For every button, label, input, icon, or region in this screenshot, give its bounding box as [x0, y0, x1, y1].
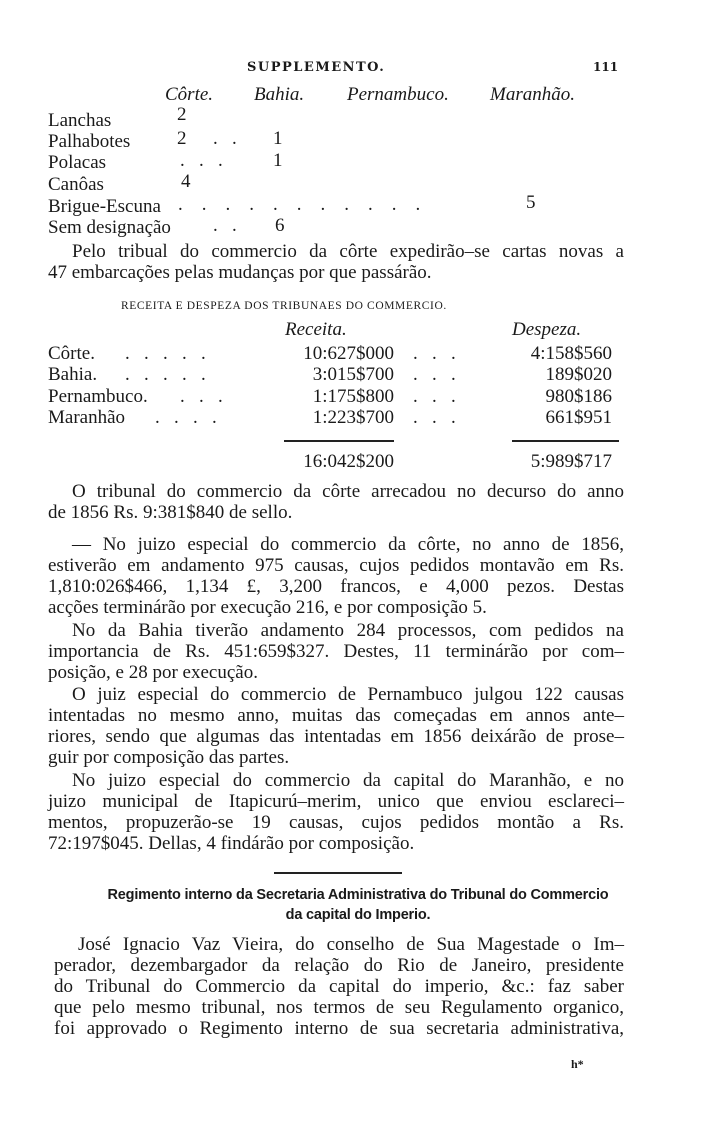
- row-label: Bahia.: [48, 364, 98, 385]
- col-header-pernambuco: Pernambuco.: [347, 84, 449, 105]
- col-header-bahia: Bahia.: [254, 84, 305, 105]
- leader-dots: . . . . .: [125, 364, 206, 385]
- row-label: Canôas: [48, 174, 104, 195]
- cell-receita: 3:015$700: [312, 364, 394, 385]
- text-line: No juizo especial do commercio da capital do Maranhão, e no: [72, 770, 624, 791]
- leader-dots: . . . .: [155, 407, 217, 428]
- text-line: Pelo tribual do commercio da côrte expedirão–se cartas novas a: [72, 241, 624, 262]
- text-line: O tribunal do commercio da côrte arrecadou no decurso do anno: [72, 481, 624, 502]
- text-line: estiverão em andamento 975 causas, cujos pedidos montavão em Rs.: [48, 555, 624, 576]
- text-line: 1,810:026$466, 1,134 £, 3,200 francos, e 4,000 pezos. Destas: [48, 576, 624, 597]
- paragraph-embarcacoes: [48, 241, 624, 283]
- cell-corte: 2: [177, 128, 187, 149]
- section-heading-line-2: da capital do Imperio.: [285, 907, 431, 923]
- finance-table-title: RECEITA E DESPEZA DOS TRIBUNAES DO COMMERCIO.: [121, 300, 447, 312]
- col-header-maranhao: Maranhão.: [490, 84, 575, 105]
- sum-rule-receita: [284, 440, 394, 442]
- text-line: juizo municipal de Itapicurú–merim, unico que enviou esclareci–: [48, 791, 624, 812]
- cell-corte: 4: [181, 171, 191, 192]
- running-title: SUPPLEMENTO.: [247, 60, 386, 75]
- leader-dots: . .: [213, 128, 237, 149]
- sum-rule-despeza: [512, 440, 619, 442]
- cell-receita: 10:627$000: [303, 343, 394, 364]
- leader-dots: . .: [213, 215, 237, 236]
- row-label: Polacas: [48, 152, 107, 173]
- paragraph-bahia: [48, 620, 624, 683]
- col-header-receita: Receita.: [285, 319, 347, 340]
- section-divider: [274, 872, 402, 874]
- cell-despeza: 661$951: [545, 407, 612, 428]
- row-label: Sem designação: [48, 217, 171, 238]
- cell-bahia: 6: [275, 215, 285, 236]
- row-label: Pernambuco.: [48, 386, 148, 407]
- row-label: Côrte.: [48, 343, 95, 364]
- paragraph-sello: [48, 481, 624, 523]
- text-line: José Ignacio Vaz Vieira, do conselho de Sua Magestade o Im–: [78, 934, 624, 955]
- row-label: Lanchas: [48, 110, 112, 131]
- col-header-despeza: Despeza.: [512, 319, 582, 340]
- page-number: 111: [593, 60, 619, 74]
- leader-dots: . . . . .: [125, 343, 206, 364]
- text-line: mentos, propuzerão-se 19 causas, cujos pedidos montão a Rs.: [48, 812, 624, 833]
- cell-maranhao: 5: [526, 192, 536, 213]
- text-line: — No juizo especial do commercio da côrte, no anno de 1856,: [72, 534, 624, 555]
- text-line: foi approvado o Regimento interno de sua secretaria administrativa,: [54, 1018, 624, 1039]
- cell-despeza: 980$186: [545, 386, 612, 407]
- leader-dots: . . .: [413, 386, 456, 407]
- leader-dots: . . .: [413, 364, 456, 385]
- leader-dots: . . . . . . . . . . .: [178, 194, 421, 215]
- cell-receita: 1:175$800: [312, 386, 394, 407]
- text-line: O juiz especial do commercio de Pernambuco julgou 122 causas: [72, 684, 624, 705]
- text-line: importancia de Rs. 451:659$327. Destes, 11 terminárão por com–: [48, 641, 624, 662]
- cell-bahia: 1: [273, 150, 283, 171]
- text-line: 47 embarcações pelas mudanças por que passárão.: [48, 262, 432, 283]
- cell-receita: 1:223$700: [312, 407, 394, 428]
- text-line: riores, sendo que algumas das intentadas em 1856 deixárão de prose–: [48, 726, 624, 747]
- paragraph-juizo-corte: [48, 534, 624, 618]
- cell-corte: 2: [177, 104, 187, 125]
- text-line: acções terminárão por execução 216, e por composição 5.: [48, 597, 487, 618]
- leader-dots: . . .: [180, 150, 223, 171]
- text-line: No da Bahia tiverão andamento 284 processos, com pedidos na: [72, 620, 624, 641]
- total-receita: 16:042$200: [303, 451, 394, 472]
- total-despeza: 5:989$717: [530, 451, 612, 472]
- section-heading-line-1: Regimento interno da Secretaria Administrativa do Tribunal do Commercio: [107, 887, 609, 903]
- col-header-corte: Côrte.: [165, 84, 214, 105]
- row-label: Brigue-Escuna: [48, 196, 161, 217]
- text-line: do Tribunal do Commercio da capital do imperio, &c.: faz saber: [54, 976, 624, 997]
- cell-despeza: 189$020: [545, 364, 612, 385]
- text-line: 72:197$045. Dellas, 4 findárão por composição.: [48, 833, 415, 854]
- row-label: Palhabotes: [48, 131, 131, 152]
- paragraph-maranhao: [48, 770, 624, 854]
- signature-mark: h*: [571, 1057, 584, 1071]
- paragraph-regimento: [54, 934, 624, 1039]
- text-line: posição, e 28 por execução.: [48, 662, 258, 683]
- paragraph-pernambuco: [48, 684, 624, 768]
- leader-dots: . . .: [180, 386, 223, 407]
- cell-bahia: 1: [273, 128, 283, 149]
- leader-dots: . . .: [413, 343, 456, 364]
- text-line: guir por composição das partes.: [48, 747, 290, 768]
- text-line: perador, dezembargador da relação do Rio de Janeiro, presidente: [54, 955, 624, 976]
- leader-dots: . . .: [413, 407, 456, 428]
- text-line: intentadas no mesmo anno, muitas das começadas em annos ante–: [48, 705, 624, 726]
- cell-despeza: 4:158$560: [530, 343, 612, 364]
- text-line: de 1856 Rs. 9:381$840 de sello.: [48, 502, 293, 523]
- row-label: Maranhão: [48, 407, 126, 428]
- text-line: que pelo mesmo tribunal, nos termos de seu Regulamento organico,: [54, 997, 624, 1018]
